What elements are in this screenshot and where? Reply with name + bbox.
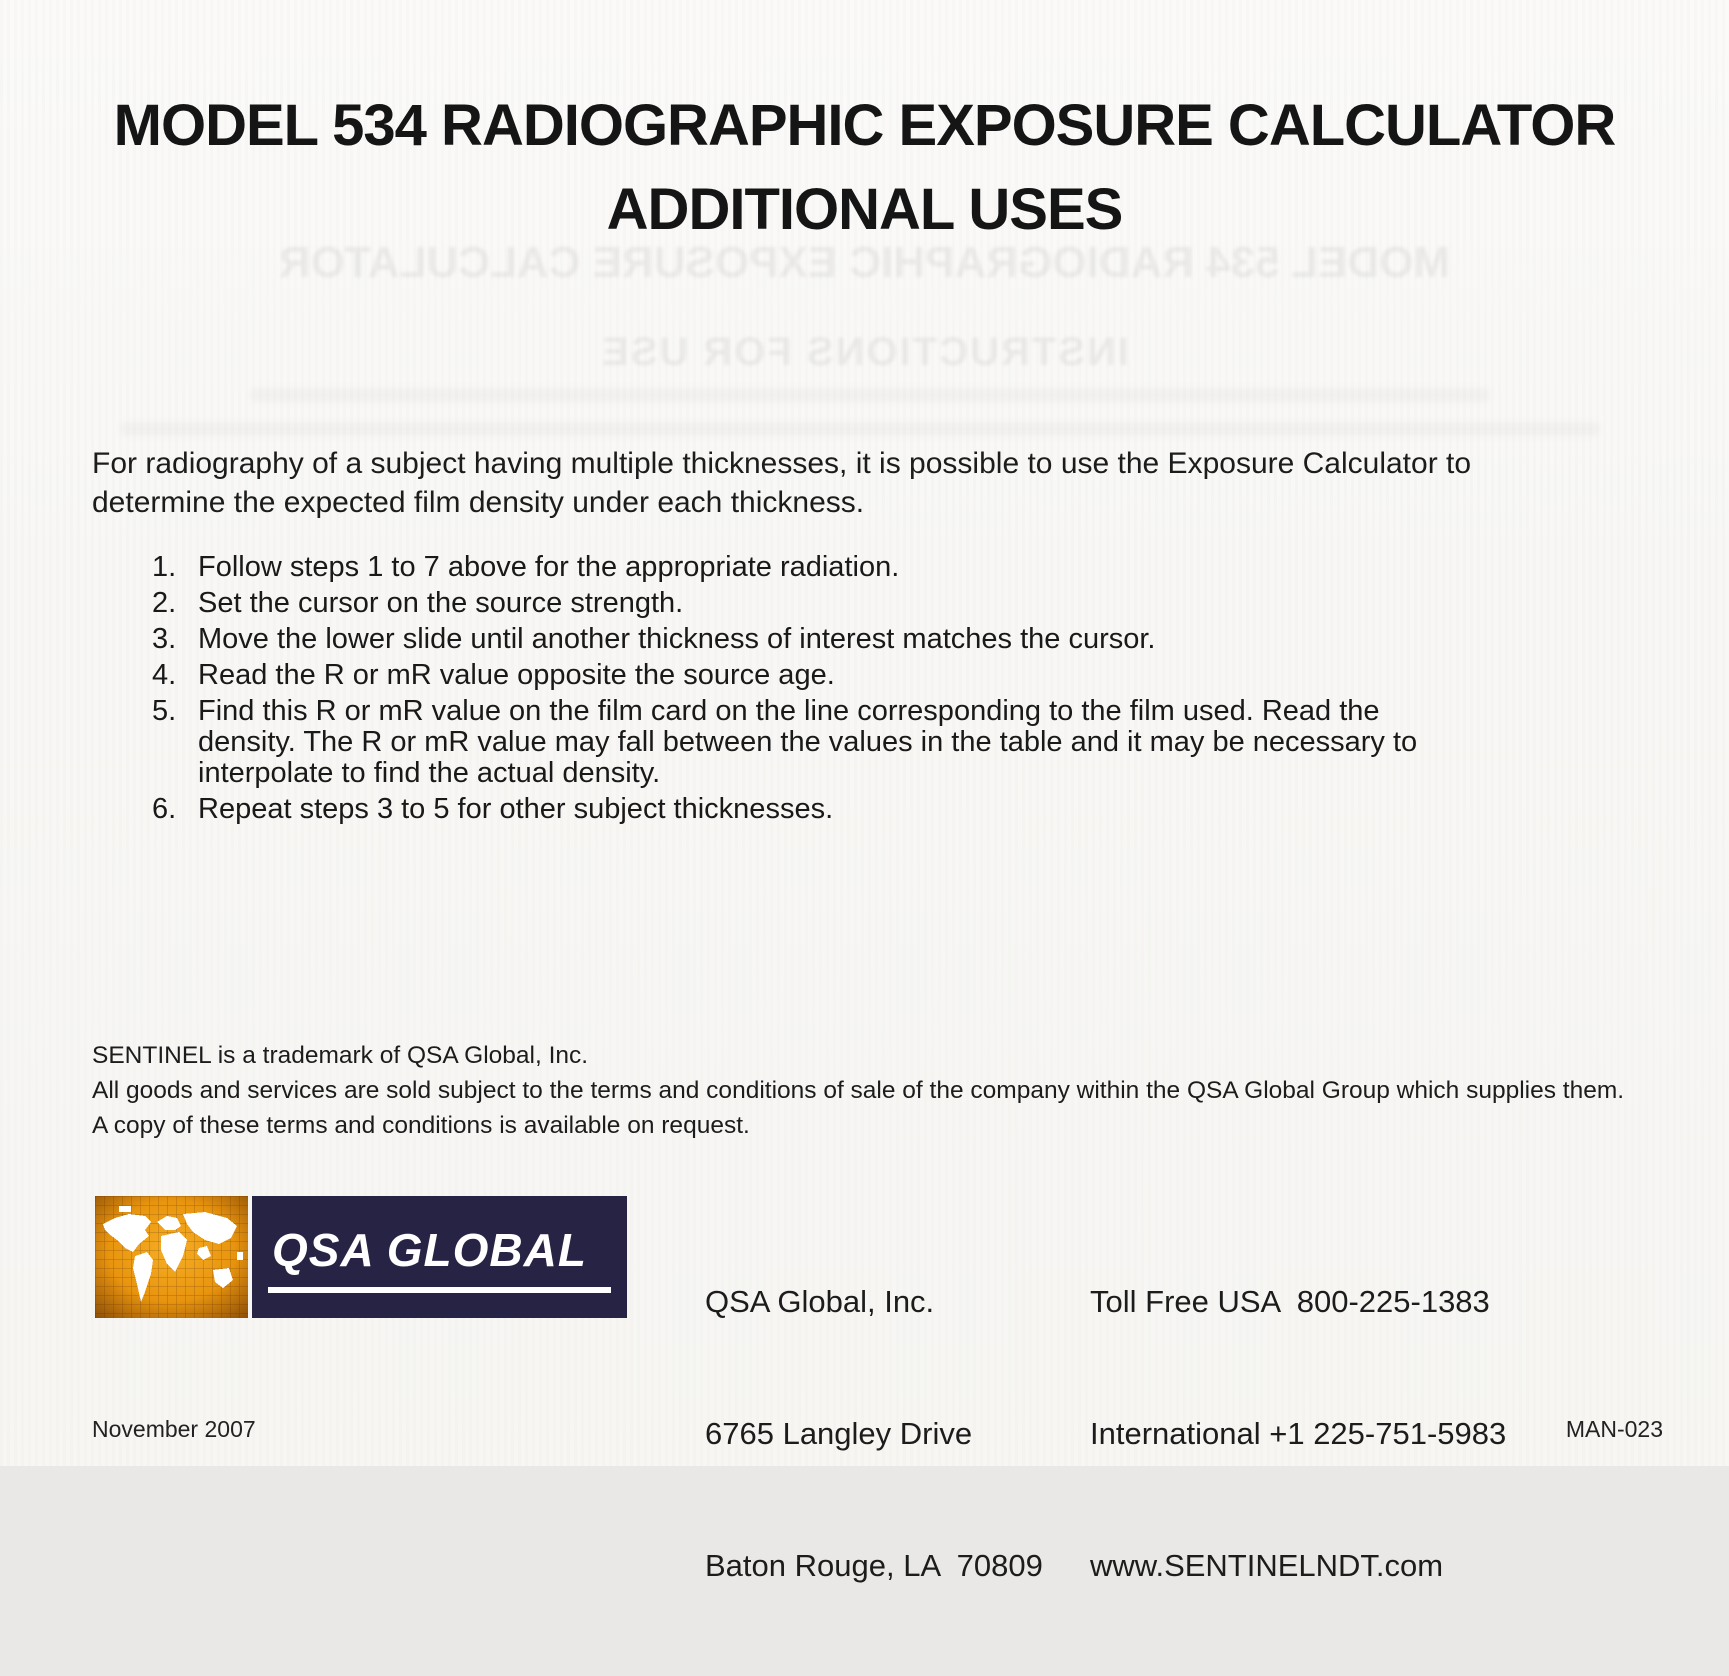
step-text: Move the lower slide until another thickness of interest matches the cursor. bbox=[198, 623, 1156, 655]
step-text: Repeat steps 3 to 5 for other subject thicknesses. bbox=[198, 793, 834, 825]
company-name: QSA Global, Inc. bbox=[705, 1284, 935, 1319]
list-item bbox=[152, 588, 1482, 619]
document-number: MAN-023 bbox=[1565, 1416, 1663, 1442]
step-text: Find this R or mR value on the film card on the line corresponding to the film used. Read the density. The R or mR value may fall between the values in the table and it may be necessary to interpolate to find the actual density. bbox=[198, 695, 1418, 789]
list-item bbox=[152, 794, 1482, 825]
bleedthrough-title-text: MODEL 534 RADIOGRAPHIC EXPOSURE CALCULATOR bbox=[278, 238, 1451, 287]
legal-block bbox=[92, 1038, 1682, 1143]
list-item bbox=[152, 696, 1482, 789]
document-title: MODEL 534 RADIOGRAPHIC EXPOSURE CALCULATOR bbox=[113, 93, 1616, 158]
steps-list bbox=[152, 552, 1482, 830]
city-state-zip: Baton Rouge, LA 70809 bbox=[705, 1548, 1043, 1583]
website-url: www.SENTINELNDT.com bbox=[1090, 1548, 1444, 1583]
step-number: 1. bbox=[152, 551, 177, 583]
step-number: 5. bbox=[152, 695, 177, 727]
world-map-icon bbox=[95, 1196, 248, 1318]
trademark-line: SENTINEL is a trademark of QSA Global, Inc. bbox=[92, 1042, 589, 1069]
logo-navy-panel bbox=[252, 1196, 627, 1318]
street-address: 6765 Langley Drive bbox=[705, 1416, 973, 1451]
intro-paragraph: For radiography of a subject having multiple thicknesses, it is possible to use the Exposure Calculator to determine the expected film density under each thickness. bbox=[92, 447, 1472, 519]
international-number: International +1 225-751-5983 bbox=[1090, 1416, 1507, 1451]
step-number: 4. bbox=[152, 659, 177, 691]
revision-date: November 2007 bbox=[92, 1416, 256, 1442]
document-subtitle: ADDITIONAL USES bbox=[606, 177, 1123, 242]
step-text: Follow steps 1 to 7 above for the appropriate radiation. bbox=[198, 551, 900, 583]
terms-line: All goods and services are sold subject to the terms and conditions of sale of the company within the QSA Global Group which supplies them. bbox=[92, 1077, 1625, 1104]
company-address-block bbox=[705, 1192, 1043, 1676]
terms-availability-line: A copy of these terms and conditions is available on request. bbox=[92, 1112, 750, 1139]
bleedthrough-smudge bbox=[250, 388, 1490, 402]
step-text: Read the R or mR value opposite the source age. bbox=[198, 659, 835, 691]
bleedthrough-subtitle-text: INSTRUCTIONS FOR USE bbox=[600, 330, 1129, 374]
step-number: 3. bbox=[152, 623, 177, 655]
step-text: Set the cursor on the source strength. bbox=[198, 587, 684, 619]
list-item bbox=[152, 624, 1482, 655]
step-number: 6. bbox=[152, 793, 177, 825]
contact-block bbox=[1090, 1192, 1506, 1676]
list-item bbox=[152, 552, 1482, 583]
bleedthrough-smudge bbox=[120, 422, 1600, 436]
step-number: 2. bbox=[152, 587, 177, 619]
logo-wordmark: QSA GLOBAL bbox=[268, 1221, 611, 1293]
toll-free-number: Toll Free USA 800-225-1383 bbox=[1090, 1284, 1490, 1319]
list-item bbox=[152, 660, 1482, 691]
